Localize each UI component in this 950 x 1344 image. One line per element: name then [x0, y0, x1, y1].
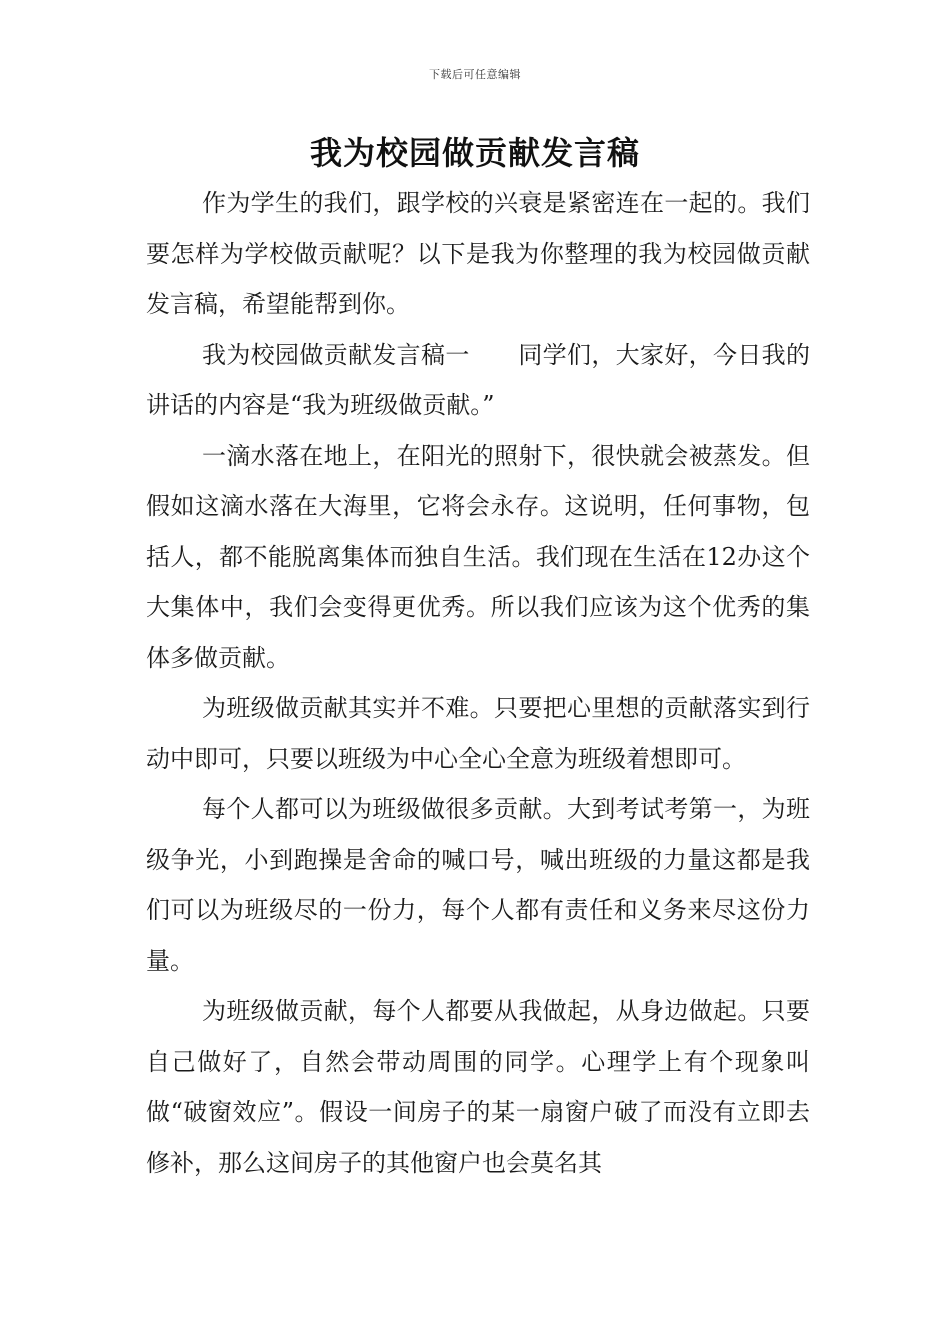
paragraph-everyone-contributes: 每个人都可以为班级做很多贡献。大到考试考第一，为班级争光，小到跑操是舍命的喊口号，喊出班级的力量这都是我们可以为班级尽的一份力，每个人都有责任和义务来尽这份力量。 [146, 795, 810, 975]
paragraph-start-with-me: 为班级做贡献，每个人都要从我做起，从身边做起。只要自己做好了，自然会带动周围的同学。心理学上有个现象叫做“破窗效应”。假设一间房子的某一扇窗户破了而没有立即去修补，那么这间房子的其他窗户也会莫名其 [146, 997, 810, 1177]
document-title: 我为校园做贡献发言稿 [309, 134, 640, 172]
paragraph-not-difficult: 为班级做贡献其实并不难。只要把心里想的贡献落实到行动中即可，只要以班级为中心全心全意为班级着想即可。 [146, 694, 810, 773]
paragraph-water-drop: 一滴水落在地上，在阳光的照射下，很快就会被蒸发。但假如这滴水落在大海里，它将会永存。这说明，任何事物，包括人，都不能脱离集体而独自生活。我们现在生活在12办这个大集体中，我们会变得更优秀。所以我们应该为这个优秀的集体多做贡献。 [146, 441, 810, 672]
paragraph-intro: 作为学生的我们，跟学校的兴衰是紧密连在一起的。我们要怎样为学校做贡献呢？以下是我为你整理的我为校园做贡献发言稿，希望能帮到你。 [146, 189, 810, 318]
document-body [146, 178, 810, 1188]
paragraph-speech-opening: 我为校园做贡献发言稿一 同学们，大家好，今日我的讲话的内容是“我为班级做贡献。” [146, 340, 810, 419]
header-note: 下载后可任意编辑 [429, 68, 521, 81]
